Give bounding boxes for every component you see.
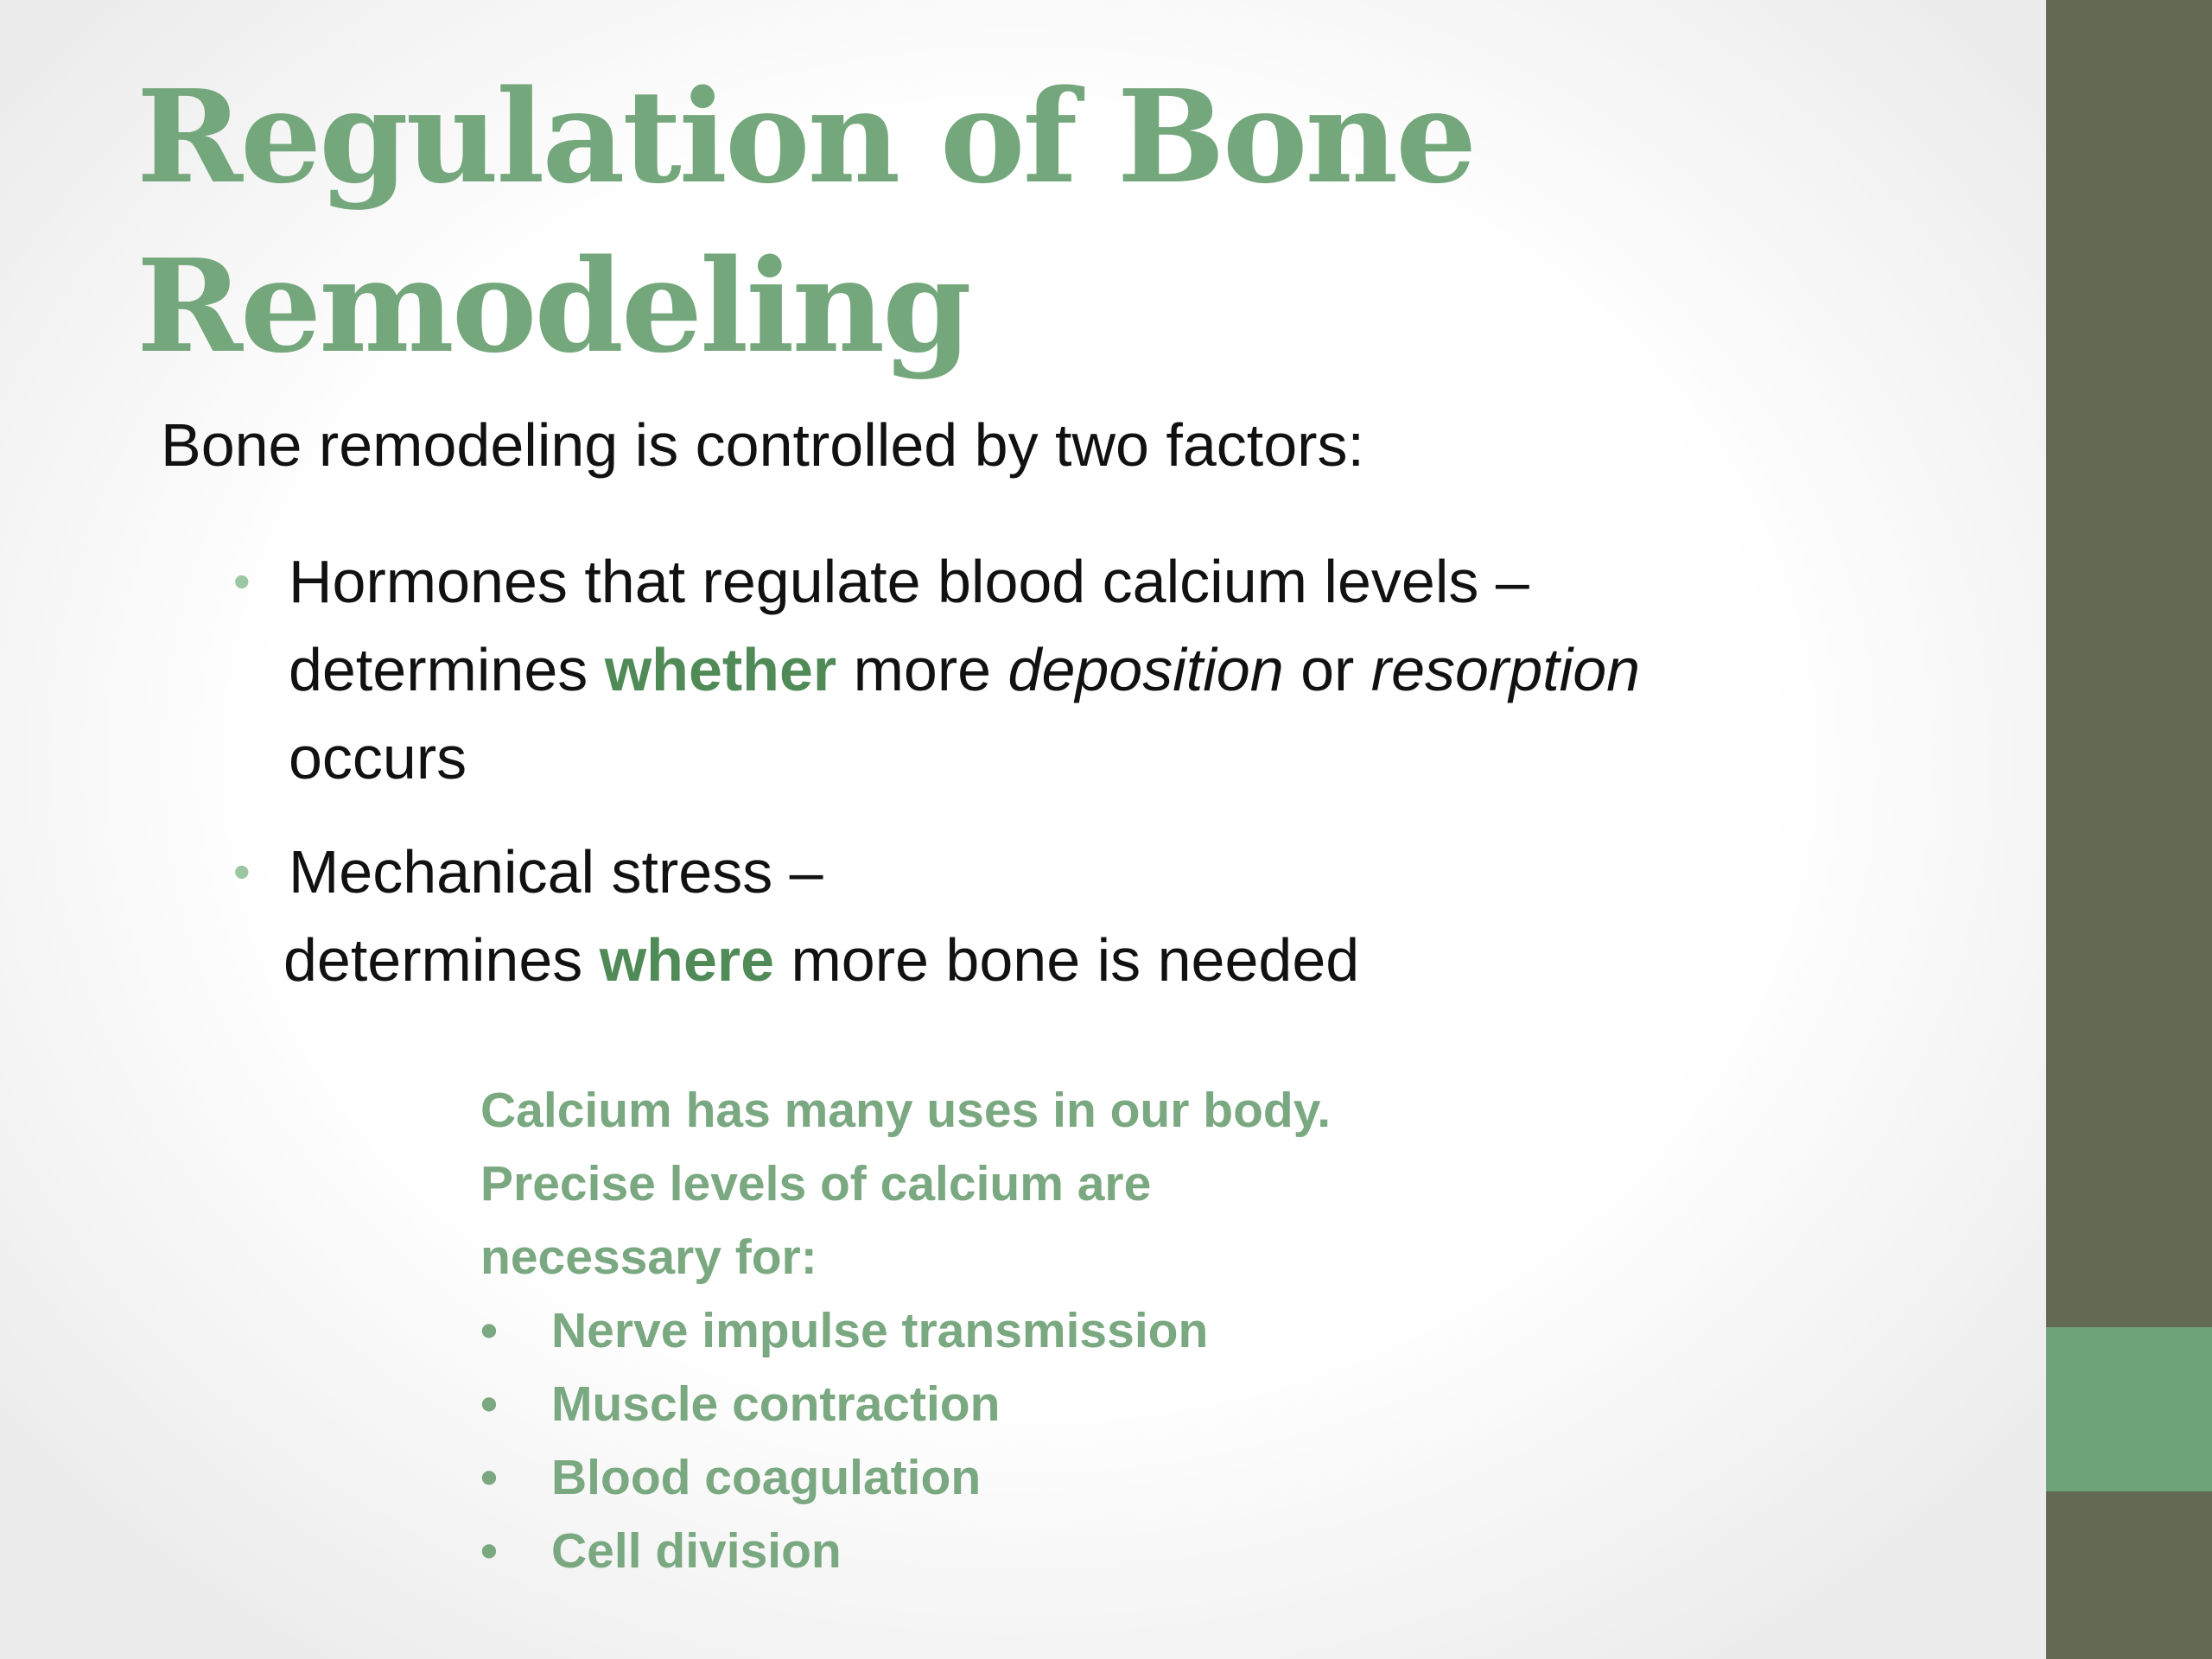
term-deposition: deposition	[1007, 636, 1284, 703]
calcium-callout	[480, 1074, 1604, 1588]
callout-line-1: Calcium has many uses in our body.	[480, 1083, 1332, 1138]
bullet-dot-icon: •	[480, 1303, 498, 1358]
bullet-line	[289, 714, 2013, 802]
callout-line-2: Precise levels of calcium are	[480, 1156, 1152, 1211]
bullet-line	[283, 916, 2013, 1004]
highlight-where: where	[599, 926, 775, 994]
intro-text: Bone remodeling is controlled by two factors:	[161, 411, 1364, 479]
text-run: more bone is needed	[774, 926, 1360, 994]
text-run: occurs	[289, 724, 467, 791]
bullet-dot-icon: •	[480, 1450, 498, 1505]
bullet-dot-icon: •	[233, 554, 251, 608]
text-run: Hormones that regulate blood calcium levels –	[289, 548, 1529, 615]
bullet-dot-icon: •	[233, 844, 251, 899]
text-run: determines	[289, 636, 605, 703]
title-line-2: Remodeling	[137, 231, 969, 381]
callout-line-3: necessary for:	[480, 1230, 817, 1285]
bullet-line	[289, 626, 2013, 714]
factor-hormones	[233, 537, 2013, 802]
list-item-label: Cell division	[551, 1523, 842, 1579]
text-run: determines	[283, 926, 600, 994]
bullet-dot-icon: •	[480, 1523, 498, 1579]
bullet-line	[289, 537, 2013, 626]
term-resorption: resorption	[1370, 636, 1641, 703]
list-item	[480, 1368, 1604, 1441]
slide-title	[137, 52, 1951, 391]
title-line-1: Regulation of Bone	[137, 61, 1475, 212]
side-accent-block	[2046, 1327, 2212, 1491]
bullet-dot-icon: •	[480, 1376, 498, 1432]
bullet-line	[289, 828, 2013, 916]
highlight-whether: whether	[604, 636, 837, 703]
factor-mechanical-stress	[233, 828, 2013, 1004]
text-run: more	[836, 636, 1008, 703]
list-item-label: Nerve impulse transmission	[551, 1303, 1209, 1358]
list-item	[480, 1441, 1604, 1515]
text-run: or	[1283, 636, 1371, 703]
list-item-label: Blood coagulation	[551, 1450, 982, 1505]
list-item	[480, 1294, 1604, 1368]
list-item-label: Muscle contraction	[551, 1376, 1001, 1432]
list-item	[480, 1515, 1604, 1588]
factor-list	[233, 537, 2013, 1004]
calcium-uses-list	[480, 1294, 1604, 1588]
text-run: Mechanical stress –	[289, 838, 823, 906]
